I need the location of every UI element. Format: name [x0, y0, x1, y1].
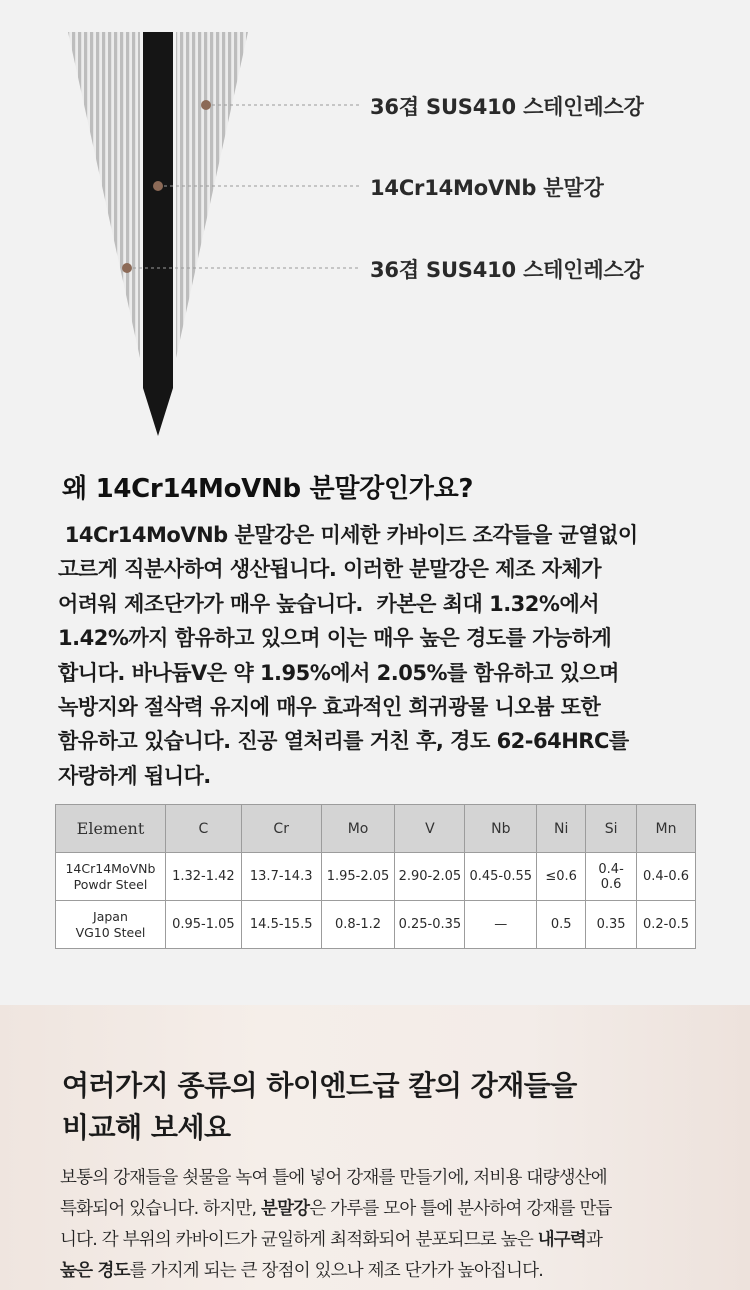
compare-text-line [60, 1225, 710, 1256]
table-cell: 0.2-0.5 [637, 901, 696, 949]
table-header-cell: Element [56, 805, 166, 853]
table-cell: 0.4-0.6 [637, 853, 696, 901]
why-text-line: 어려워 제조단가가 매우 높습니다. 카본은 최대 1.32%에서 [58, 591, 600, 616]
steel-name-cell [56, 901, 166, 949]
marker-dot-top [201, 100, 211, 110]
compare-text-line: 보통의 강재들을 쇳물을 녹여 틀에 넣어 강재를 만들기에, 저비용 대량생산에 [60, 1168, 607, 1188]
table-header-cell: Mo [321, 805, 395, 853]
text-segment: 은 가루를 모아 틀에 분사하여 강재를 만듭 [309, 1199, 612, 1219]
table-cell: 1.95-2.05 [321, 853, 395, 901]
table-header-cell: V [395, 805, 465, 853]
blade-cross-section-graphic [0, 0, 750, 450]
layer-label-outer-top: 36겹 SUS410 스테인레스강 [370, 95, 644, 119]
table-header-cell: Nb [465, 805, 537, 853]
core-steel-layer [143, 32, 173, 436]
layer-label-core: 14Cr14MoVNb 분말강 [370, 176, 604, 200]
compare-text-line [60, 1256, 710, 1287]
table-cell: 13.7-14.3 [241, 853, 321, 901]
highlight-hardness: 높은 경도 [60, 1261, 130, 1281]
table-header-cell: Ni [537, 805, 586, 853]
table-row [56, 901, 696, 949]
table-cell: ≤0.6 [537, 853, 586, 901]
table-cell: 0.45-0.55 [465, 853, 537, 901]
compare-section-title [62, 1065, 577, 1149]
text-segment: 과 [586, 1230, 603, 1250]
table-header-row [56, 805, 696, 853]
table-cell: 2.90-2.05 [395, 853, 465, 901]
compare-section [0, 1005, 750, 1290]
table-header-cell: Mn [637, 805, 696, 853]
table-cell: 14.5-15.5 [241, 901, 321, 949]
right-cladding-layer [176, 32, 248, 358]
table-cell: 0.25-0.35 [395, 901, 465, 949]
why-text-line: 자랑하게 됩니다. [58, 763, 211, 788]
table-header-cell: C [165, 805, 241, 853]
compare-title-line: 여러가지 종류의 하이엔드급 칼의 강재들을 [62, 1069, 577, 1102]
left-cladding-layer [68, 32, 140, 358]
why-section-title: 왜 14Cr14MoVNb 분말강인가요? [62, 474, 474, 504]
why-body-text [58, 518, 708, 793]
compare-title-line: 비교해 보세요 [62, 1111, 231, 1144]
table-cell: 0.35 [586, 901, 637, 949]
why-text-line: 고르게 직분사하여 생산됩니다. 이러한 분말강은 제조 자체가 [58, 557, 601, 582]
steel-name-line: Powdr Steel [73, 876, 148, 892]
table-cell: 0.5 [537, 901, 586, 949]
compare-text-line [60, 1194, 710, 1225]
layer-label-outer-bottom: 36겹 SUS410 스테인레스강 [370, 258, 644, 282]
table-header-cell: Cr [241, 805, 321, 853]
table-cell: 1.32-1.42 [165, 853, 241, 901]
why-text-line: 함유하고 있습니다. 진공 열처리를 거친 후, 경도 62-64HRC를 [58, 729, 629, 754]
compare-body-text [60, 1163, 710, 1287]
why-text-line: 1.42%까지 함유하고 있으며 이는 매우 높은 경도를 가능하게 [58, 626, 612, 651]
table-cell: 0.4-0.6 [586, 853, 637, 901]
steel-name-line: VG10 Steel [75, 924, 146, 940]
steel-name-line: 14Cr14MoVNb [65, 860, 156, 876]
marker-dot-middle [153, 181, 163, 191]
steel-name-line: Japan [93, 908, 128, 924]
why-text-line: 14Cr14MoVNb 분말강은 미세한 카바이드 조각들을 균열없이 [58, 523, 638, 547]
table-cell: — [465, 901, 537, 949]
table-header-cell: Si [586, 805, 637, 853]
text-segment: 를 가지게 되는 큰 장점이 있으나 제조 단가가 높아집니다. [129, 1261, 543, 1281]
steel-composition-table [55, 804, 696, 949]
steel-name-cell [56, 853, 166, 901]
highlight-powder-steel: 분말강 [260, 1199, 310, 1219]
text-segment: 니다. 각 부위의 카바이드가 균일하게 최적화되어 분포되므로 높은 [60, 1230, 538, 1250]
why-text-line: 녹방지와 절삭력 유지에 매우 효과적인 희귀광물 니오븀 또한 [58, 695, 601, 720]
marker-dot-bottom [122, 263, 132, 273]
highlight-durability: 내구력 [537, 1230, 587, 1250]
blade-diagram [0, 0, 750, 450]
why-text-line: 합니다. 바나듐V은 약 1.95%에서 2.05%를 함유하고 있으며 [58, 660, 619, 685]
text-segment: 특화되어 있습니다. 하지만, [60, 1199, 261, 1219]
table-cell: 0.95-1.05 [165, 901, 241, 949]
table-row [56, 853, 696, 901]
table-cell: 0.8-1.2 [321, 901, 395, 949]
